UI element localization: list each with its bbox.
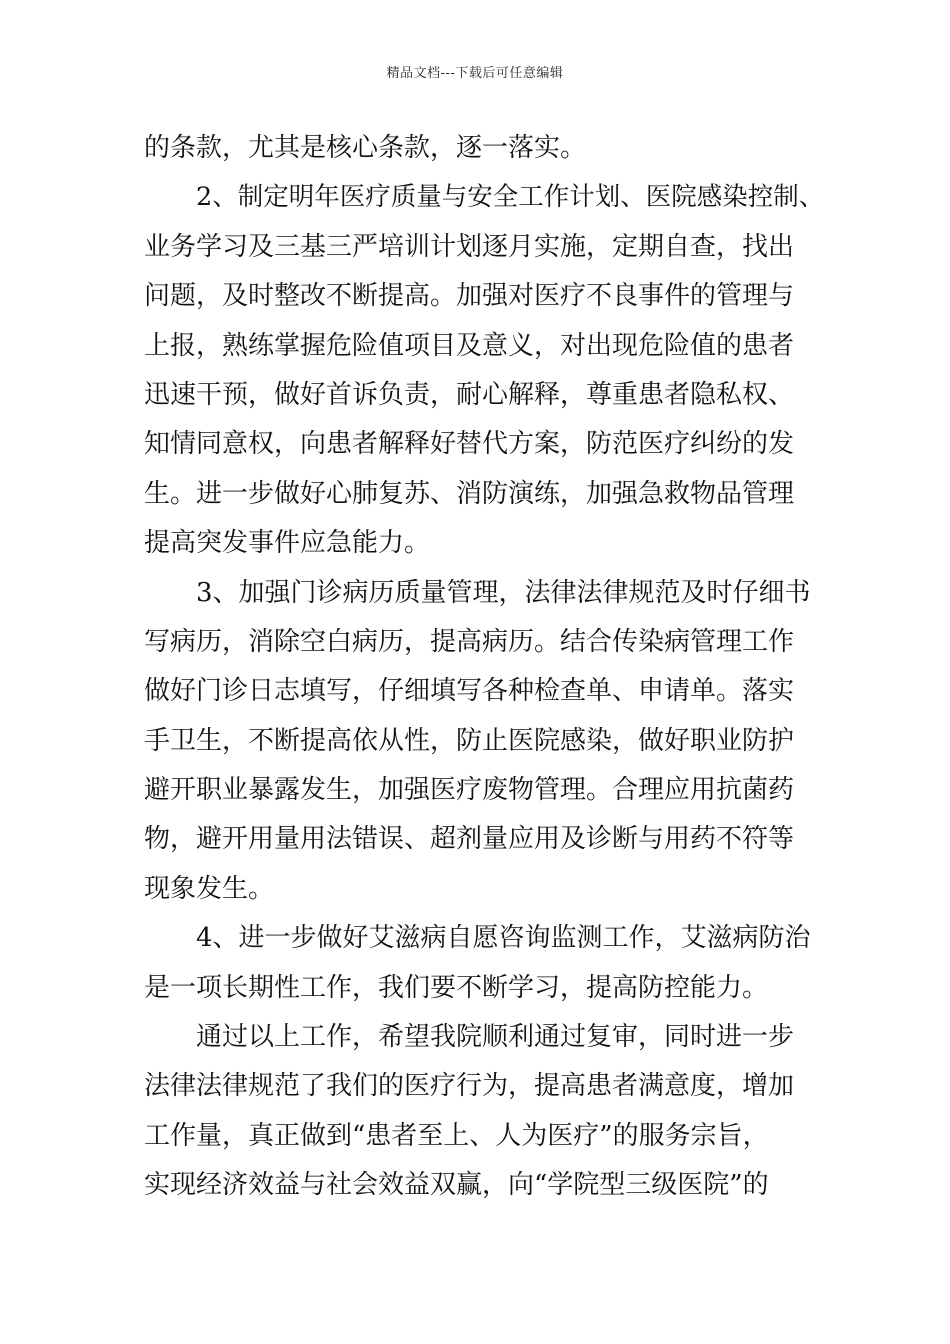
text-line: 做好门诊日志填写，仔细填写各种检查单、申请单。落实	[144, 676, 795, 707]
text-line: 迅速干预，做好首诉负责，耐心解释，尊重患者隐私权、	[144, 379, 795, 410]
text-line: 写病历，消除空白病历，提高病历。结合传染病管理工作	[144, 626, 795, 657]
text-line: 手卫生，不断提高依从性，防止医院感染，做好职业防护	[144, 725, 795, 756]
text-line: 物，避开用量用法错误、超剂量应用及诊断与用药不符等	[144, 824, 795, 855]
text-line: 实现经济效益与社会效益双赢，向“学院型三级医院”的	[144, 1170, 769, 1201]
text-line: 业务学习及三基三严培训计划逐月实施，定期自查，找出	[144, 231, 795, 262]
text-line: 生。进一步做好心肺复苏、消防演练，加强急救物品管理	[144, 478, 795, 509]
page-header: 精品文档---下载后可任意编辑	[386, 66, 564, 81]
text-line: 避开职业暴露发生，加强医疗废物管理。合理应用抗菌药	[144, 775, 795, 806]
text-line: 的条款，尤其是核心条款，逐一落实。	[144, 133, 587, 163]
text-line: 通过以上工作，希望我院顺利通过复审，同时进一步	[196, 1022, 795, 1053]
text-line: 是一项长期性工作，我们要不断学习，提高防控能力。	[144, 972, 769, 1003]
text-line: 4、进一步做好艾滋病自愿咨询监测工作，艾滋病防治	[196, 923, 811, 954]
text-line: 工作量，真正做到“患者至上、人为医疗”的服务宗旨，	[144, 1120, 769, 1151]
text-line: 2、制定明年医疗质量与安全工作计划、医院感染控制、	[196, 182, 825, 213]
document-body	[144, 128, 826, 1215]
text-line: 知情同意权，向患者解释好替代方案，防范医疗纠纷的发	[144, 429, 795, 460]
text-line: 问题，及时整改不断提高。加强对医疗不良事件的管理与	[144, 281, 795, 312]
text-line: 上报，熟练掌握危险值项目及意义，对出现危险值的患者	[144, 330, 795, 361]
text-line: 现象发生。	[144, 873, 275, 904]
text-line: 3、加强门诊病历质量管理，法律法律规范及时仔细书	[196, 577, 811, 608]
text-line: 提高突发事件应急能力。	[144, 528, 431, 559]
text-line: 法律法律规范了我们的医疗行为，提高患者满意度，增加	[144, 1071, 795, 1102]
